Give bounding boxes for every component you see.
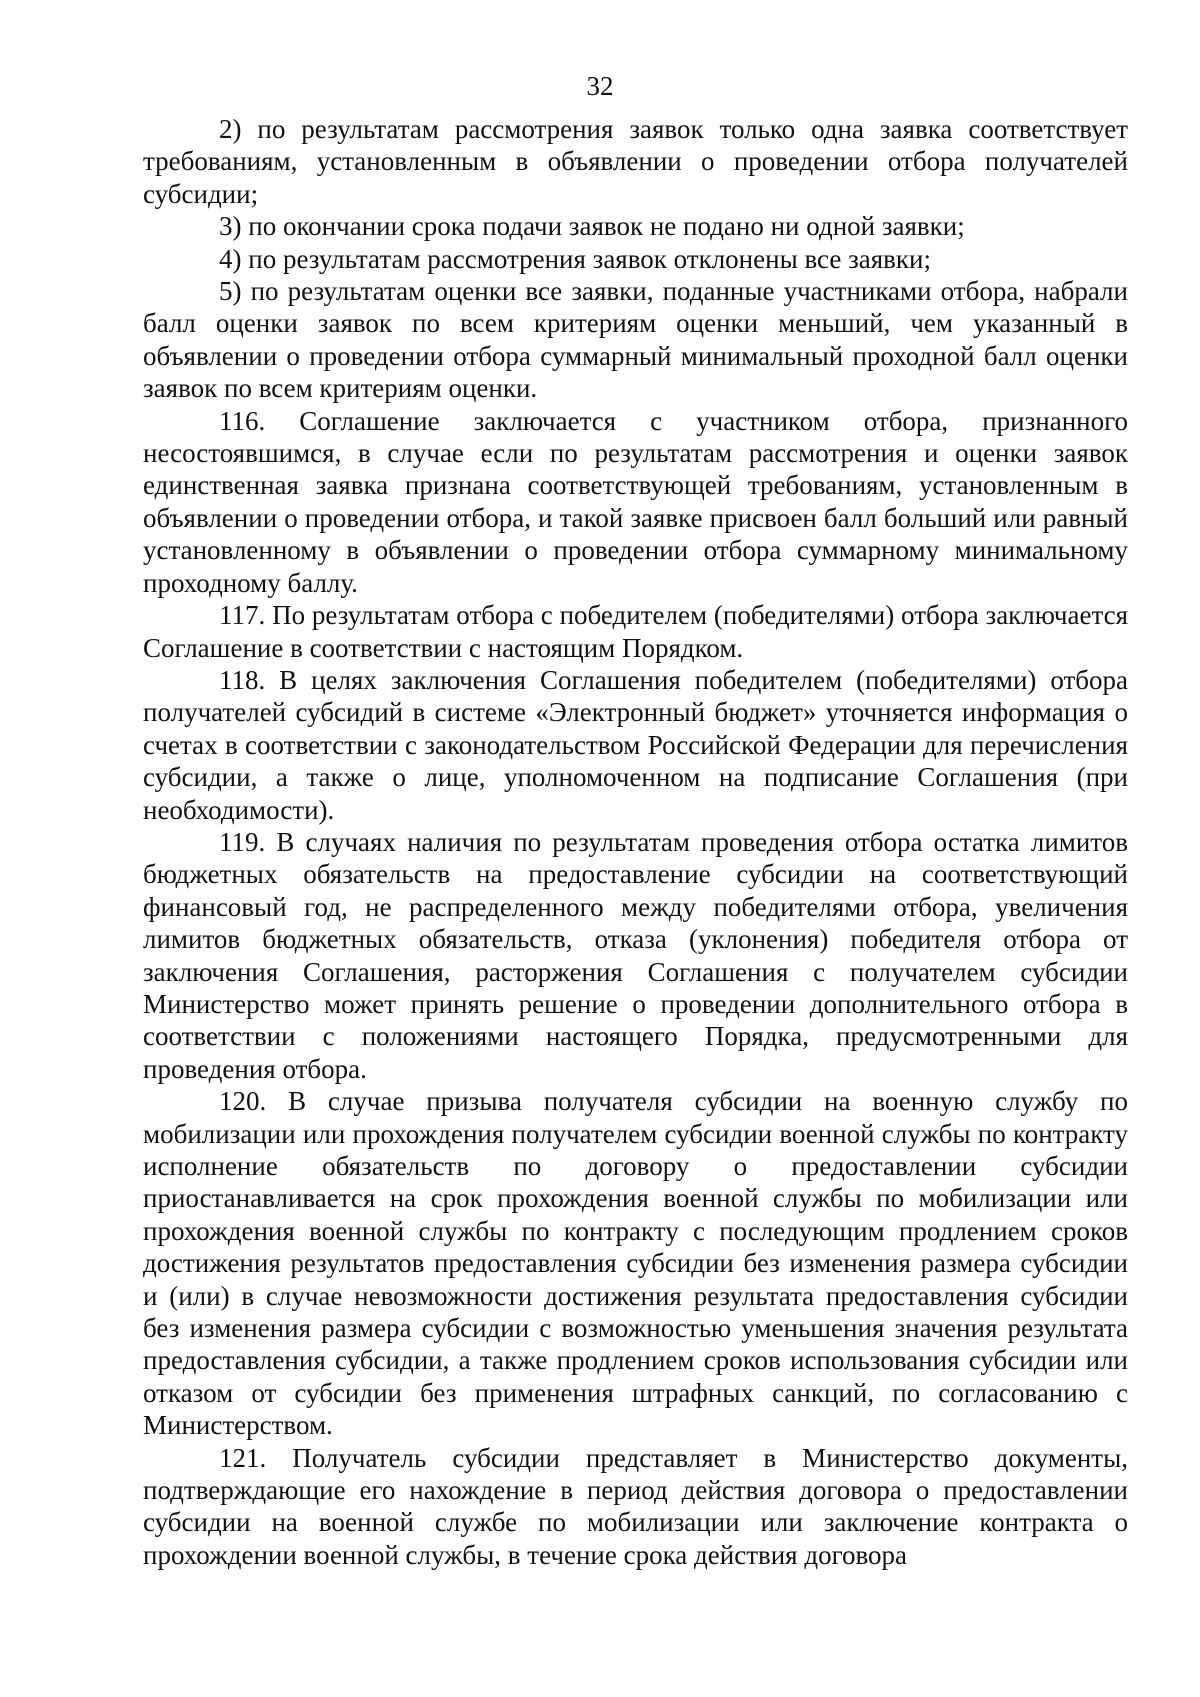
document-body [143, 113, 1128, 1571]
page-number: 32 [586, 71, 614, 101]
paragraph-119: 119. В случаях наличия по результатам проведения отбора остатка лимитов бюджетных обязательств на предоставление субсидии на соответствующий финансовый год, не распределенного между победителями отбора, увеличения лимитов бюджетных обязательств, отказа (уклонения) победителя отбора от заключения Соглашения, расторжения Соглашения с получателем субсидии Министерство может принять решение о проведении дополнительного отбора в соответствии с положениями настоящего Порядка, предусмотренными для проведения отбора. [143, 826, 1128, 1084]
paragraph-item-2: 2) по результатам рассмотрения заявок только одна заявка соответствует требованиям, установленным в объявлении о проведении отбора получателей субсидии; [143, 114, 1128, 209]
paragraph-121: 121. Получатель субсидии представляет в Министерство документы, подтверждающие его нахождение в период действия договора о предоставлении субсидии на военной службе по мобилизации или заключение контракта о прохождении военной службы, в течение срока действия договора [143, 1442, 1128, 1570]
paragraph-item-4: 4) по результатам рассмотрения заявок отклонены все заявки; [219, 243, 931, 274]
paragraph-120: 120. В случае призыва получателя субсидии на военную службу по мобилизации или прохождения получателем субсидии военной службы по контракту исполнение обязательств по договору о предоставлении субсидии приостанавливается на срок прохождения военной службы по мобилизации или прохождения военной службы по контракту с последующим продлением сроков достижения результатов предоставления субсидии без изменения размера субсидии и (или) в случае невозможности достижения результата предоставления субсидии без изменения размера субсидии с возможностью уменьшения значения результата предоставления субсидии, а также продлением сроков использования субсидии или отказом от субсидии без применения штрафных санкций, по согласованию с Министерством. [143, 1086, 1128, 1441]
paragraph-117: 117. По результатам отбора с победителем (победителями) отбора заключается Соглашение в соответствии с настоящим Порядком. [143, 600, 1128, 663]
paragraph-item-5: 5) по результатам оценки все заявки, поданные участниками отбора, набрали балл оценки заявок по всем критериям оценки меньший, чем указанный в объявлении о проведении отбора суммарный минимальный проходной балл оценки заявок по всем критериям оценки. [143, 276, 1128, 404]
paragraph-116: 116. Соглашение заключается с участником отбора, признанного несостоявшимся, в случае если по результатам рассмотрения и оценки заявок единственная заявка признана соответствующей требованиям, установленным в объявлении о проведении отбора, и такой заявке присвоен балл больший или равный установленному в объявлении о проведении отбора суммарному минимальному проходному баллу. [143, 405, 1128, 598]
paragraph-item-3: 3) по окончании срока подачи заявок не подано ни одной заявки; [219, 211, 965, 242]
paragraph-118: 118. В целях заключения Соглашения победителем (победителями) отбора получателей субсидий в системе «Электронный бюджет» уточняется информация о счетах в соответствии с законодательством Российской Федерации для перечисления субсидии, а также о лице, уполномоченном на подписание Соглашения (при необходимости). [143, 664, 1128, 825]
